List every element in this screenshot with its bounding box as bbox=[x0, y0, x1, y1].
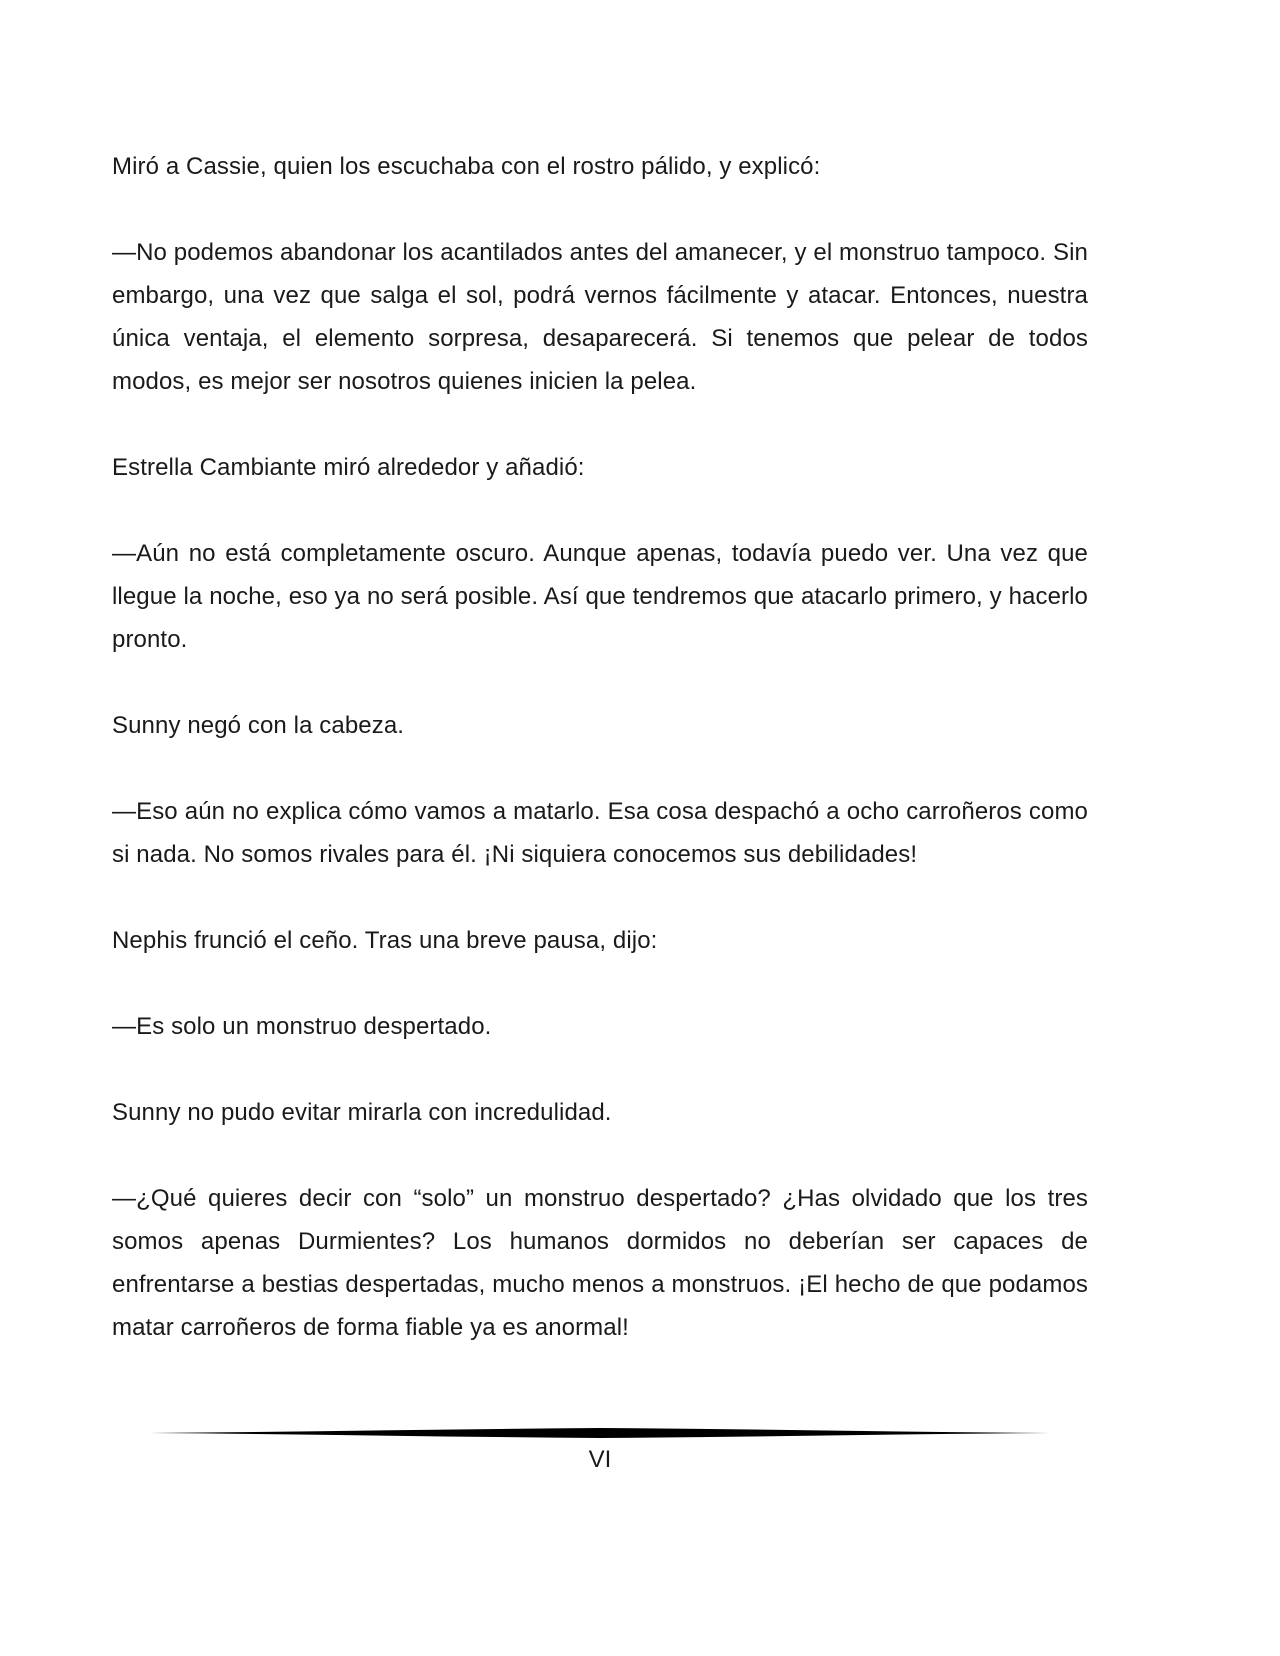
footer-divider-ornament bbox=[150, 1426, 1050, 1440]
divider-swash bbox=[150, 1428, 1050, 1438]
paragraph: Nephis frunció el ceño. Tras una breve pausa, dijo: bbox=[112, 927, 658, 954]
body-text bbox=[112, 145, 1088, 1349]
paragraph: Estrella Cambiante miró alrededor y añadió: bbox=[112, 454, 585, 481]
paragraph: Sunny no pudo evitar mirarla con incredulidad. bbox=[112, 1099, 612, 1126]
paragraph: —Eso aún no explica cómo vamos a matarlo. Esa cosa despachó a ocho carroñeros como si nada. No somos rivales para él. ¡Ni siquiera conocemos sus debilidades! bbox=[112, 798, 1088, 868]
paragraph: —Aún no está completamente oscuro. Aunque apenas, todavía puedo ver. Una vez que llegue la noche, eso ya no será posible. Así que tendremos que atacarlo primero, y hacerlo pronto. bbox=[112, 540, 1088, 653]
paragraph: —Es solo un monstruo despertado. bbox=[112, 1013, 492, 1040]
page-number: VI bbox=[588, 1446, 612, 1473]
paragraph: Sunny negó con la cabeza. bbox=[112, 712, 405, 739]
paragraph: —No podemos abandonar los acantilados antes del amanecer, y el monstruo tampoco. Sin embargo, una vez que salga el sol, podrá vernos fácilmente y atacar. Entonces, nuestra única ventaja, el elemento sorpresa, desaparecerá. Si tenemos que pelear de todos modos, es mejor ser nosotros quienes inicien la pelea. bbox=[112, 239, 1088, 395]
paragraph: Miró a Cassie, quien los escuchaba con el rostro pálido, y explicó: bbox=[112, 153, 821, 180]
paragraph: —¿Qué quieres decir con “solo” un monstruo despertado? ¿Has olvidado que los tres somos apenas Durmientes? Los humanos dormidos no deberían ser capaces de enfrentarse a bestias despertadas, mucho menos a monstruos. ¡El hecho de que podamos matar carroñeros de forma fiable ya es anormal! bbox=[112, 1185, 1088, 1341]
